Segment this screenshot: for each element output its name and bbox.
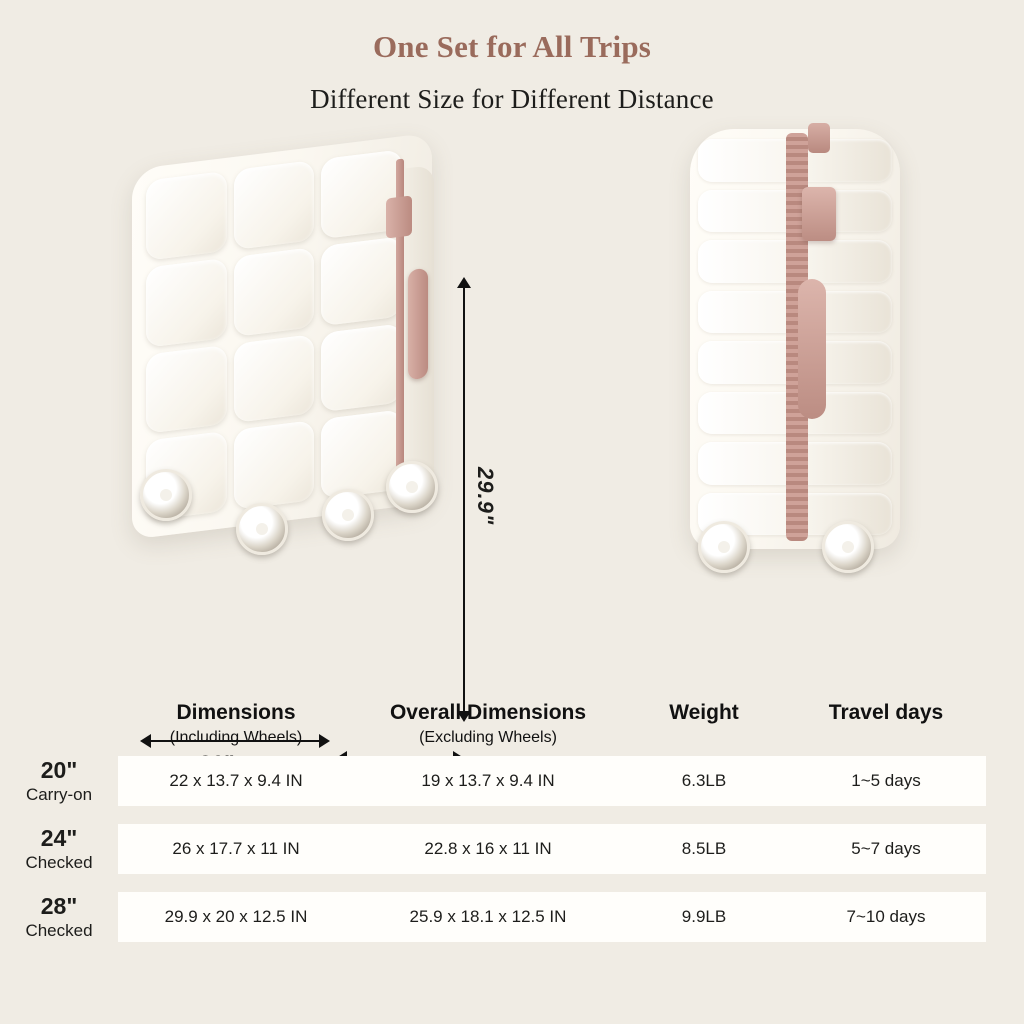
column-header-travel-days [786,700,986,748]
cell-weight: 8.5LB [681,839,727,859]
side-handle [408,268,428,380]
row-size-type: Carry-on [25,784,93,804]
cell-overall-dimensions: 19 x 13.7 x 9.4 IN [421,771,555,791]
page-subtitle: Different Size for Different Distance [310,84,714,115]
height-label: 29.9" [473,467,498,526]
cell-dimensions: 22 x 13.7 x 9.4 IN [169,771,303,791]
cell-weight: 6.3LB [681,771,727,791]
column-header-travel-days-label: Travel days [828,701,944,724]
cell-overall-dimensions: 25.9 x 18.1 x 12.5 IN [409,907,567,927]
row-size-type: Checked [25,852,93,872]
column-header-dimensions-label: Dimensions [176,701,296,724]
table-row-cells [118,824,986,874]
suitcase-front-view [132,151,432,521]
suitcase-side-view [690,129,900,549]
row-size-value: 28" [40,893,78,920]
column-header-overall-dimensions [354,700,622,748]
quilt-cell [146,344,227,434]
product-illustration [0,129,1024,649]
row-size-value: 20" [40,757,78,784]
height-arrow-icon [463,287,465,712]
column-header-dimensions-sub: (Including Wheels) [169,729,303,747]
spinner-wheel [236,503,288,555]
cell-weight: 9.9LB [681,907,727,927]
quilt-cell [234,420,315,510]
table-row [0,892,1024,942]
column-header-size [0,700,118,748]
row-size-label [0,893,118,941]
spinner-wheel [386,461,438,513]
quilt-cell [146,258,227,348]
row-size-label [0,825,118,873]
quilt-cell [321,323,402,413]
column-header-overall-label: Overall Dimensions [389,701,587,724]
quilt-cell [321,236,402,326]
row-size-value: 24" [40,825,78,852]
table-row-cells [118,892,986,942]
quilt-cell [234,247,315,337]
spinner-wheel [698,521,750,573]
spinner-wheel [140,469,192,521]
cell-travel-days: 5~7 days [851,839,921,859]
quilt-cell [146,171,227,261]
spinner-wheel [322,489,374,541]
cell-dimensions: 29.9 x 20 x 12.5 IN [164,907,308,927]
row-size-type: Checked [25,920,93,940]
spinner-wheel [822,521,874,573]
table-row-cells [118,756,986,806]
quilt-cell [234,160,315,250]
column-header-weight [622,700,786,748]
quilted-panel [146,149,402,520]
tsa-lock-icon [386,195,412,238]
column-header-dimensions [118,700,354,748]
top-handle [808,123,830,153]
table-header-row [0,700,1024,756]
tsa-lock-icon [802,187,836,241]
cell-travel-days: 7~10 days [846,907,926,927]
quilt-cell [234,334,315,424]
side-handle [798,279,826,419]
cell-dimensions: 26 x 17.7 x 11 IN [172,839,300,859]
cell-travel-days: 1~5 days [851,771,921,791]
table-row [0,756,1024,806]
cell-overall-dimensions: 22.8 x 16 x 11 IN [424,839,552,859]
row-size-label [0,757,118,805]
column-header-weight-label: Weight [669,701,739,724]
spec-table [0,700,1024,960]
table-row [0,824,1024,874]
column-header-overall-sub: (Excluding Wheels) [419,729,557,747]
page-title: One Set for All Trips [372,29,652,64]
